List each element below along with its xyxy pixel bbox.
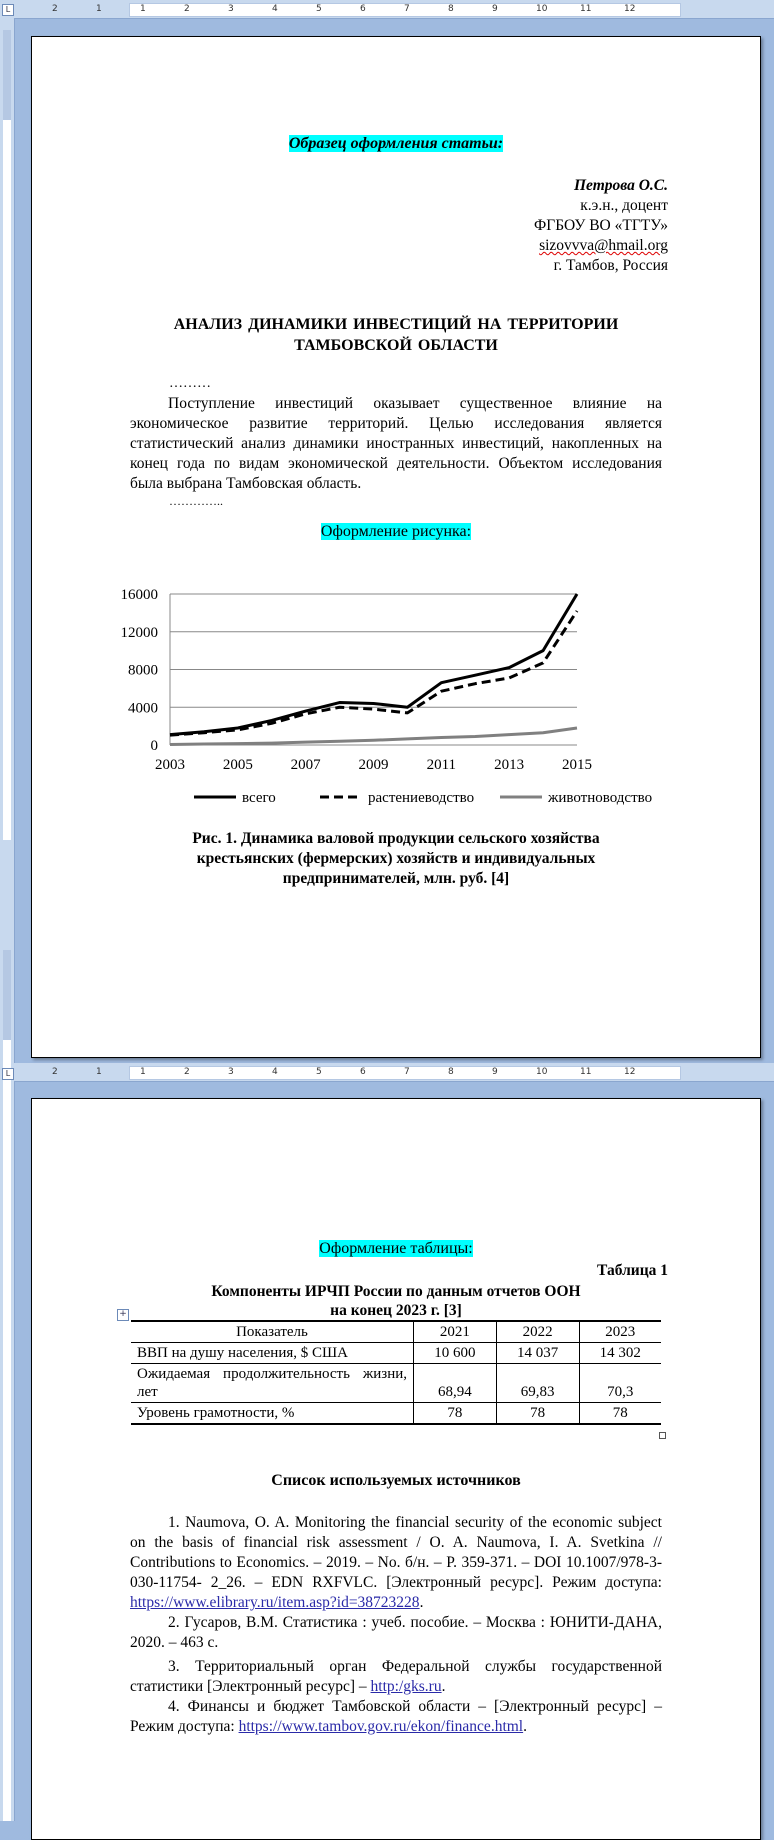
y-tick-label: 12000: [120, 624, 158, 641]
ruler-tick-label: 10: [536, 4, 548, 14]
table-header-row: Показатель 2021 2022 2023: [131, 1321, 661, 1343]
references-list: [130, 1513, 662, 1737]
reference-item: 3. Территориальный орган Федеральной службы государственной статистики [Электронный ресурс] – http:/gks.ru.: [130, 1658, 662, 1695]
ruler-tick-label: 11: [580, 1067, 592, 1077]
ruler-tick-label: 1: [96, 1067, 102, 1077]
figure-caption: Рис. 1. Динамика валовой продукции сельского хозяйства крестьянских (фермерских) хозяйств и индивидуальных предпринимателей, млн. руб. [4]: [192, 830, 600, 887]
reference-link[interactable]: https://www.tambov.gov.ru/ekon/finance.html: [238, 1718, 524, 1735]
horizontal-ruler[interactable]: [14, 0, 774, 19]
ruler-tick-label: 12: [624, 1067, 636, 1077]
author-name: Петрова О.С.: [573, 177, 668, 194]
series-line-2: [170, 611, 577, 735]
x-tick-label: 2011: [426, 757, 457, 773]
ruler-tick-label: 2: [52, 1067, 58, 1077]
legend-label: растениеводство: [368, 790, 475, 806]
horizontal-ruler[interactable]: [14, 1063, 774, 1082]
legend-label: всего: [242, 790, 276, 806]
ruler-tick-label: 8: [448, 4, 454, 14]
table-label: Оформление таблицы:: [319, 1240, 473, 1257]
vertical-ruler[interactable]: [0, 0, 15, 1821]
ruler-tick-label: 7: [404, 1067, 410, 1077]
y-tick-label: 0: [150, 738, 158, 754]
ruler-tick-label: 9: [492, 4, 498, 14]
ruler-tick-label: 2: [184, 4, 190, 14]
reference-link[interactable]: https://www.elibrary.ru/item.asp?id=38723228: [130, 1594, 420, 1611]
table-row: Уровень грамотности, % 78 78 78: [131, 1403, 661, 1425]
figure-label: Оформление рисунка:: [320, 523, 472, 540]
ruler-tick-label: 4: [272, 1067, 278, 1077]
x-tick-label: 2015: [562, 757, 592, 773]
ruler-tick-label: 3: [228, 1067, 234, 1077]
ruler-tick-label: 9: [492, 1067, 498, 1077]
reference-link[interactable]: http:/gks.ru: [370, 1678, 442, 1695]
ellipsis-after: …………..: [169, 494, 223, 508]
y-tick-label: 4000: [128, 700, 158, 717]
abstract-paragraph: Поступление инвестиций оказывает существенное влияние на экономическое развитие территорий. Целью исследования является статистический анализ динамики иностранных инвестиций, накопленных на конец года по видам экономической деятельности. Объектом исследования была выбрана Тамбовская область.: [130, 395, 662, 492]
author-city: г. Тамбов, Россия: [553, 257, 668, 274]
x-tick-label: 2009: [358, 757, 389, 773]
x-tick-label: 2013: [494, 757, 525, 773]
table-number: Таблица 1: [597, 1262, 668, 1279]
ellipsis-before: ………: [169, 376, 211, 391]
ruler-tick-label: 2: [184, 1067, 190, 1077]
x-tick-label: 2005: [222, 757, 253, 773]
ruler-tick-label: 5: [316, 4, 322, 14]
y-tick-label: 8000: [128, 662, 158, 679]
x-tick-label: 2007: [290, 757, 321, 773]
document-page-2: [31, 1098, 761, 1840]
ruler-tick-label: 10: [536, 1067, 548, 1077]
table-resize-handle-icon[interactable]: [659, 1432, 666, 1439]
y-tick-label: 16000: [120, 587, 158, 603]
series-line-1: [170, 594, 577, 735]
ruler-tick-label: 7: [404, 4, 410, 14]
table-title: Компоненты ИРЧП России по данным отчетов ООН на конец 2023 г. [3]: [211, 1283, 581, 1319]
article-title: АНАЛИЗ ДИНАМИКИ ИНВЕСТИЦИЙ НА ТЕРРИТОРИИ ТАМБОВСКОЙ ОБЛАСТИ: [173, 316, 619, 354]
ruler-tick-label: 1: [140, 1067, 146, 1077]
legend-label: животноводство: [548, 790, 653, 806]
author-email: sizovvva@hmail.org: [539, 237, 668, 254]
ruler-tick-label: 6: [360, 1067, 366, 1077]
ruler-tick-label: 12: [624, 4, 636, 14]
ruler-tick-label: 5: [316, 1067, 322, 1077]
line-chart: [32, 547, 760, 817]
reference-item: 2. Гусаров, В.М. Статистика : учеб. пособие. – Москва : ЮНИТИ-ДАНА, 2020. – 463 с.: [130, 1614, 662, 1651]
references-title: Список используемых источников: [271, 1472, 521, 1489]
author-block: [534, 176, 668, 276]
author-org: ФГБОУ ВО «ТГТУ»: [534, 217, 668, 234]
ruler-tick-label: 3: [228, 4, 234, 14]
author-degree: к.э.н., доцент: [580, 197, 668, 214]
sample-label: Образец оформления статьи:: [288, 135, 504, 152]
reference-item: 1. Naumova, O. A. Monitoring the financial security of the economic subject on the basis of financial risk assessment / O. A. Naumova, I. A. Svetkina // Contributions to Economics. – 2019. – No. б/н. – P. 359-371. – DOI 10.1007/978-3-030-11754- 2_26. – EDN RXFVLC. [Электронный ресурс]. Режим доступа: https://www.elibrary.ru/item.asp?id=38723228.: [130, 1514, 662, 1611]
ruler-tick-label: 2: [52, 4, 58, 14]
ruler-tick-label: 4: [272, 4, 278, 14]
tab-selector-icon[interactable]: L: [2, 4, 14, 16]
table-move-handle-icon[interactable]: +: [117, 1309, 129, 1321]
table-row: ВВП на душу населения, $ США 10 600 14 037 14 302: [131, 1343, 661, 1364]
ruler-tick-label: 6: [360, 4, 366, 14]
reference-item: 4. Финансы и бюджет Тамбовской области – [Электронный ресурс] – Режим доступа: https://www.tambov.gov.ru/ekon/finance.html.: [130, 1698, 662, 1735]
ruler-tick-label: 1: [140, 4, 146, 14]
ruler-tick-label: 8: [448, 1067, 454, 1077]
table-row: Ожидаемая продолжительность жизни, лет 68,94 69,83 70,3: [131, 1364, 661, 1403]
data-table: [131, 1320, 661, 1425]
tab-selector-icon[interactable]: L: [2, 1068, 14, 1080]
document-page-1: [31, 36, 761, 1058]
x-tick-label: 2003: [155, 757, 185, 773]
ruler-tick-label: 1: [96, 4, 102, 14]
ruler-tick-label: 11: [580, 4, 592, 14]
